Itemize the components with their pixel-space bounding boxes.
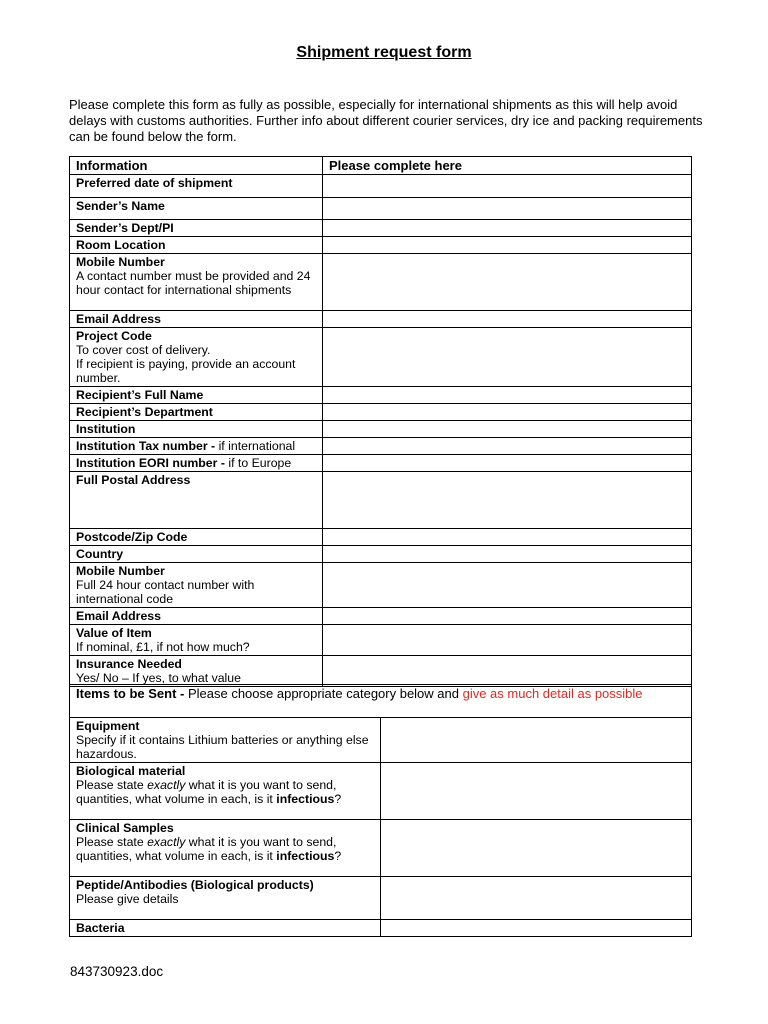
category-label-cell — [70, 763, 381, 820]
field-label: Mobile Number — [76, 564, 165, 578]
field-entry-cell[interactable] — [323, 421, 692, 438]
field-entry-cell[interactable] — [323, 387, 692, 404]
field-label-cell — [70, 254, 323, 311]
field-entry-cell[interactable] — [323, 237, 692, 254]
field-detail: If nominal, £1, if not how much? — [76, 640, 250, 654]
field-entry-cell[interactable] — [323, 254, 692, 311]
field-label: Email Address — [76, 609, 161, 623]
field-label: Mobile Number — [76, 255, 165, 269]
field-entry-cell[interactable] — [323, 404, 692, 421]
category-detail-text: Please state — [76, 778, 148, 792]
category-label: Clinical Samples — [76, 821, 174, 835]
category-detail-text: exactly — [147, 778, 186, 792]
field-label: Sender’s Name — [76, 199, 165, 213]
field-entry-cell[interactable] — [323, 546, 692, 563]
field-label: Recipient’s Full Name — [76, 388, 204, 402]
field-entry-cell[interactable] — [323, 608, 692, 625]
field-label: Full Postal Address — [76, 473, 191, 487]
table-row — [70, 254, 692, 311]
field-label-cell — [70, 546, 323, 563]
category-label-cell — [70, 820, 381, 877]
table-row — [70, 387, 692, 404]
table-row — [70, 421, 692, 438]
field-entry-cell[interactable] — [323, 563, 692, 608]
field-label: Sender’s Dept/PI — [76, 221, 174, 235]
field-label-cell — [70, 328, 323, 387]
table-row — [70, 625, 692, 656]
category-detail-text: ? — [334, 792, 342, 806]
field-label-cell — [70, 438, 323, 455]
field-entry-cell[interactable] — [323, 198, 692, 220]
items-header-red: give as much detail as possible — [462, 686, 643, 701]
field-detail: If recipient is paying, provide an account number. — [76, 357, 296, 385]
header-please-complete: Please complete here — [323, 157, 692, 175]
field-label: Country — [76, 547, 124, 561]
table-row — [70, 311, 692, 328]
category-detail-text: ? — [334, 849, 342, 863]
field-label: Recipient’s Department — [76, 405, 213, 419]
field-detail: A contact number must be provided and 24 hour contact for international shipments — [76, 269, 311, 297]
field-entry-cell[interactable] — [323, 455, 692, 472]
table-row — [70, 563, 692, 608]
category-detail-text: Please state — [76, 835, 148, 849]
category-detail-text: Please give details — [76, 892, 179, 906]
field-label-cell — [70, 387, 323, 404]
field-label-cell — [70, 237, 323, 254]
table-row — [70, 220, 692, 237]
category-detail-text: what it is you want to send, quantities, what volume in each, is it — [76, 778, 337, 806]
field-label-cell — [70, 529, 323, 546]
field-label-cell — [70, 421, 323, 438]
table-row — [70, 546, 692, 563]
table-row — [70, 438, 692, 455]
field-entry-cell[interactable] — [323, 328, 692, 387]
table-row — [70, 237, 692, 254]
items-table — [69, 684, 692, 937]
field-label-cell — [70, 656, 323, 687]
field-label: Insurance Needed — [76, 657, 182, 671]
field-entry-cell[interactable] — [323, 625, 692, 656]
field-detail: Yes/ No – If yes, to what value — [76, 671, 241, 685]
category-detail — [76, 892, 374, 906]
field-detail: To cover cost of delivery. — [76, 343, 211, 357]
table-row — [70, 404, 692, 421]
intro-paragraph: Please complete this form as fully as possible, especially for international shipments as this will help avoid delays with customs authorities. Further info about different courier services, dry ice and packing requirements can be found below the form. — [69, 97, 703, 144]
field-label-cell — [70, 608, 323, 625]
field-label: Institution — [76, 422, 136, 436]
category-entry-cell[interactable] — [381, 763, 692, 820]
field-label-cell — [70, 404, 323, 421]
field-label-cell — [70, 563, 323, 608]
page-title: Shipment request form — [296, 44, 472, 61]
field-label-cell — [70, 625, 323, 656]
field-entry-cell[interactable] — [323, 438, 692, 455]
field-entry-cell[interactable] — [323, 220, 692, 237]
category-label-cell — [70, 877, 381, 920]
category-detail-text: what it is you want to send, quantities, what volume in each, is it — [76, 835, 337, 863]
field-label: Postcode/Zip Code — [76, 530, 188, 544]
field-detail: Full 24 hour contact number with international code — [76, 578, 255, 606]
table-row — [70, 656, 692, 687]
field-entry-cell[interactable] — [323, 311, 692, 328]
table-row — [70, 472, 692, 529]
category-detail — [76, 835, 374, 863]
field-label: Project Code — [76, 329, 152, 343]
field-label-cell — [70, 472, 323, 529]
field-label: Email Address — [76, 312, 161, 326]
table-row — [70, 175, 692, 198]
category-entry-cell[interactable] — [381, 920, 692, 937]
items-header-row — [70, 685, 692, 718]
category-entry-cell[interactable] — [381, 877, 692, 920]
table-row — [70, 920, 692, 937]
items-header-bold: Items to be Sent - — [76, 686, 188, 701]
table-row — [70, 820, 692, 877]
items-header-cell — [70, 685, 692, 718]
header-information: Information — [70, 157, 323, 175]
table-header-row — [70, 157, 692, 175]
field-label-cell — [70, 220, 323, 237]
category-detail-text: infectious — [276, 849, 335, 863]
field-entry-cell[interactable] — [323, 472, 692, 529]
field-label-cell — [70, 175, 323, 198]
category-label: Biological material — [76, 764, 186, 778]
table-row — [70, 198, 692, 220]
items-header-text: Please choose appropriate category below and — [187, 686, 463, 701]
field-label: Institution Tax number - — [76, 439, 219, 453]
category-entry-cell[interactable] — [381, 820, 692, 877]
field-label-note: if to Europe — [228, 456, 292, 470]
category-label: Bacteria — [76, 921, 125, 935]
field-label: Institution EORI number - — [76, 456, 229, 470]
table-row — [70, 877, 692, 920]
table-row — [70, 718, 692, 763]
table-row — [70, 328, 692, 387]
table-row — [70, 608, 692, 625]
category-label: Peptide/Antibodies (Biological products) — [76, 878, 314, 892]
category-detail — [76, 733, 374, 761]
category-label: Equipment — [76, 719, 140, 733]
footer-filename: 843730923.doc — [70, 964, 164, 979]
information-table — [69, 156, 692, 687]
category-detail — [76, 778, 374, 806]
category-detail-text: exactly — [147, 835, 186, 849]
field-entry-cell[interactable] — [323, 656, 692, 687]
category-entry-cell[interactable] — [381, 718, 692, 763]
field-entry-cell[interactable] — [323, 529, 692, 546]
table-row — [70, 763, 692, 820]
field-label: Preferred date of shipment — [76, 176, 233, 190]
table-row — [70, 529, 692, 546]
category-label-cell — [70, 718, 381, 763]
field-label: Value of Item — [76, 626, 152, 640]
field-label-note: if international — [218, 439, 296, 453]
field-label-cell — [70, 311, 323, 328]
category-label-cell — [70, 920, 381, 937]
field-label-cell — [70, 455, 323, 472]
field-label: Room Location — [76, 238, 166, 252]
category-detail-text: Specify if it contains Lithium batteries or anything else hazardous. — [76, 733, 369, 761]
table-row — [70, 455, 692, 472]
field-entry-cell[interactable] — [323, 175, 692, 198]
field-label-cell — [70, 198, 323, 220]
category-detail-text: infectious — [276, 792, 335, 806]
